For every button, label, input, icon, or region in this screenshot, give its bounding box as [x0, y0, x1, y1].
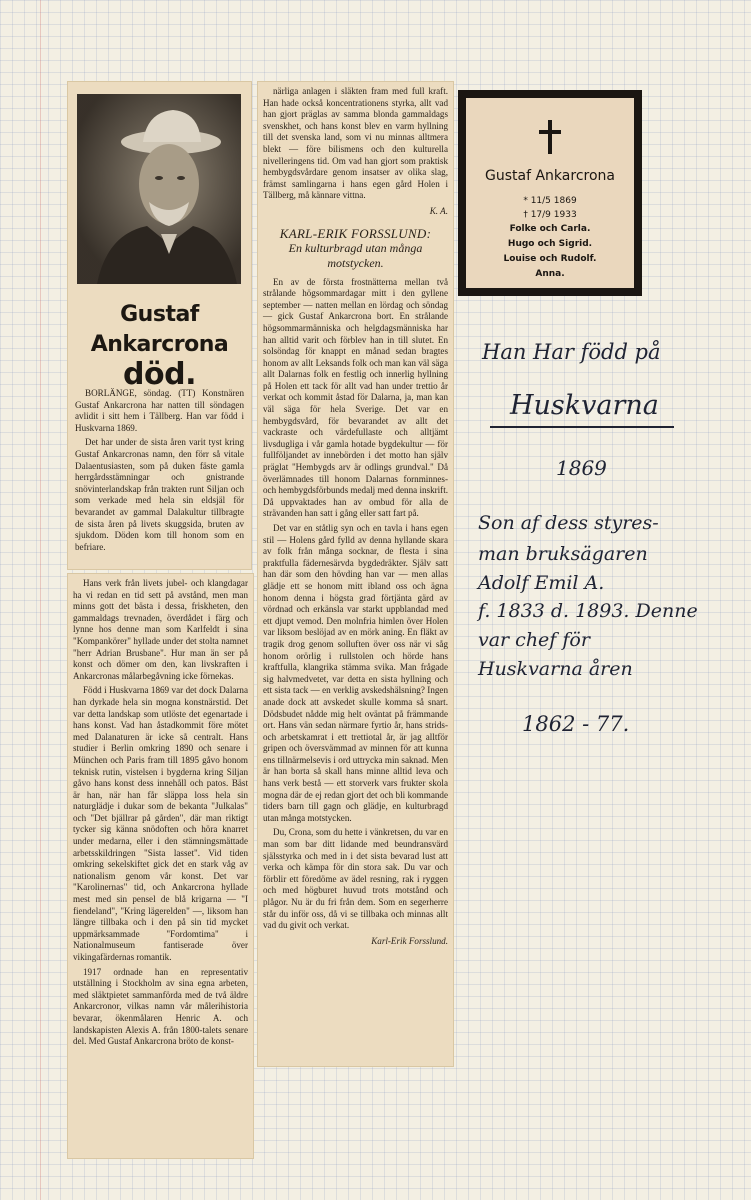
article-title: KARL-ERIK FORSSLUND: — [279, 225, 432, 241]
notice-dates — [466, 194, 634, 222]
notice-born: * 11/5 1869 — [523, 196, 577, 206]
handwritten-line-8: var chef för — [478, 629, 590, 651]
portrait-photo — [77, 94, 241, 284]
headline — [68, 300, 251, 390]
notice-family — [466, 222, 634, 282]
handwritten-line-1: Han Har född på — [482, 340, 661, 364]
article-signature: Karl-Erik Forsslund. — [371, 935, 448, 946]
left-lower-paragraph-3: 1917 ordnade han en representativ utställning i Stockholm av sina egna arbeten, med släktpietet sammanförda med de två äldre Ankarcronor, vilkas namn vår målerihistoria bevarar, ökenmålaren Henric A. och landskapisten Alexis A. från 1800-talets senare del. Med Gustaf Ankarcrona bröto de konst- — [73, 966, 248, 1047]
family-line: Louise och Rudolf. — [503, 254, 597, 264]
left-lower-paragraph-1: Hans verk från livets jubel- och klangdagar ha vi redan en tid sett på avstånd, men man minns gott det bästa i dessa, friskheten, den gammaldags trevnaden, överdådet i färg och lynne hos denne man som Karlfeldt i sina "Kompankörer" hyllade under det stolta namnet "herr Adrian Brusbane". Hur man än ser på konst och dömer om den, kan livskraften i Ankarcronas målarbegåvning icke förnekas. — [73, 578, 248, 681]
death-notice — [458, 90, 642, 296]
handwritten-line-3: 1869 — [556, 456, 607, 480]
mid-top-paragraph: närliga anlagen i släkten fram med full kraft. Han hade också koncentrationens styrka, allt vad han gjort präglas av samma blonda gammaldags svenskhet, och hans konst blev en varm hyllning till det svenska land, som vi nu minnas alltmera blekt — före bilismens och den kulturella nivelleringens tid. Om vad han gjort som praktisk hembygdsvårdare genom insatser av olika slag, främst samlingarna i hans egen gård Holen i Tällberg, må kännare vittna. — [263, 86, 448, 201]
handwritten-line-2: Huskvarna — [510, 390, 659, 421]
portrait-image — [77, 94, 241, 284]
handwritten-line-9: Huskvarna åren — [478, 658, 633, 680]
family-line: Hugo och Sigrid. — [507, 239, 593, 249]
article-body-3: Du, Crona, som du hette i vänkretsen, du var en man som bar ditt lidande med beundransvärd själsstyrka och med in i det sista bevarad lust att verka och kämpa för din stora sak. Du var och förblir ett föredöme av ädel resning, rak i ryggen och med högburet huvud trots motstånd och plågor. Nu är du fri från dem. Som en segerherre står du inför oss, då vi se tillbaka och minnas allt vad du givit och verkat. — [263, 827, 448, 931]
handwritten-line-5: man bruksägaren — [478, 543, 648, 565]
clipping-left-lower — [68, 574, 253, 1158]
handwritten-line-10: 1862 - 77. — [522, 712, 630, 736]
handwritten-line-6: Adolf Emil A. — [478, 572, 605, 594]
clipping-middle-column — [258, 82, 453, 1066]
article-body-2: Det var en ståtlig syn och en tavla i hans egen stil — Holens gård fylld av denna hyllande skara av folk från många socknar, de flesta i sina praktfulla fädernesärvda bygdedräkter. Själv satt han där som den hövding han var — men allas glädje ett se honom mitt ibland oss och ägna honom denna i högsta grad förtjänta gärd av vördnad och erkänsla var starkt uppblandad med ett djupt vemod. Den molnfria himlen över Holen var liksom beslöjad av en mörk aning. En fläkt av tragik drog genom solluften över oss när vi såg honom orörlig i rullstolen och hörde hans kraftfulla, klangrika stämma svika. Man frågade sig halvmedvetet, var detta en sista hyllning och ett sista tack — en verklig avskedshälsning? Ingen anade dock att avskedet skulle komma så snart. Dödsbudet nådde mig helt oväntat på främmande ort. Hans vän sedan närmare fyrtio år, hans strids- och arbetskamrat i ett trettiotal år, är jag alltför gripen och översvämmad av minnen för att kunna ens tillnärmelsevis i ord uttrycka min saknad. Men är han borta så skall hans minne alltid leva och hans verk bestå — ett storverk vars frukter skola mogna där de ej redan gjort det och bli kommande tiders barn till gagn och glädje, en kulturbragd utan många motstycken. — [263, 523, 448, 823]
article-body-1: En av de första frostnätterna mellan två strålande högsommardagar mitt i den gyllene september — natten mellan en lördag och söndag — gick Gustaf Ankarcrona bort. En strålande högsommarmänniska och helgdagsmänniska har han alltid varit och förblev han in till slutet. En solsöndag för knappt en månad sedan bragtes honom av allt Leksands folk och man kan väl säga allt Dalarnas folk en festlig och innerlig hyllning på Holen ett tack för allt vad han under trettio år verkat och kommit åstad för Dalarna, ja, man kan väl säga för hela Sverige. Det var en hembygdsvård, för bevarandet av allt det vackraste och värdefullaste och alltjämt livsdugliga i vår gamla hotade bygdekultur — för fullföljandet av innebörden i det motto han själv präglat "Hembygds arv är odlings grundval." Då överlämnades till honom Dalarnas fornminnes- och hembygdsförbunds medalj med denna inskrift. Då uppvaktades han av ombud för alla de strävanden han satt i gång eller satt fart på. — [263, 276, 448, 519]
headline-name: Gustaf Ankarcrona — [90, 302, 229, 357]
cross-icon-bar — [539, 130, 561, 134]
intro-paragraph-2: Det har under de sista åren varit tyst kring Gustaf Ankarcronas namn, den förr så vitale Dalaentusiasten, som på duken fäste gamla herrgårdsstämningar och gnistrande snövinterlandskap från trakten runt Siljan och som verkade med hela sin eldsjäl för bevarandet av gammal Dalakultur tillbragte de sista åren på livets skuggsida, bruten av sjukdom. Döden kom till honom som en befriare. — [75, 437, 244, 552]
headline-dead: död. — [123, 357, 196, 392]
cross-icon — [548, 120, 552, 154]
family-line: Anna. — [535, 269, 565, 279]
handwritten-underline — [490, 426, 674, 428]
handwritten-line-7: f. 1833 d. 1893. Denne — [478, 600, 698, 622]
article-subtitle: En kulturbragd utan många motstycken. — [288, 240, 423, 270]
intro-paragraph: BORLÄNGE, söndag. (TT) Konstnären Gustaf Ankarcrona har natten till söndagen avlidit i sitt hem i Tällberg. Han var född i Huskvarna 1869. — [75, 388, 244, 433]
page-margin-line — [40, 0, 41, 1200]
mid-top-signature: K. A. — [429, 205, 448, 216]
family-line: Folke och Carla. — [509, 224, 591, 234]
handwritten-line-4: Son af dess styres- — [478, 512, 659, 534]
article-heading — [267, 226, 444, 271]
clipping-obituary-top — [68, 82, 251, 569]
notice-name: Gustaf Ankarcrona — [485, 168, 615, 184]
notice-died: † 17/9 1933 — [523, 210, 577, 220]
left-lower-paragraph-2: Född i Huskvarna 1869 var det dock Dalarna han dyrkade hela sin mogna konstnärstid. Det var detta landskap som utlöste det egenartade i hans konst. Vad han åstadkommit före mötet med Dalanaturen är icke så centralt. Hans studier i Berlin omkring 1890 och senare i München och Paris fram till 1895 gåvo honom teknisk rutin, vistelsen i bygderna kring Siljan gåvo hans konst dess innehåll och patos. Bäst är han, när han får släppa loss hela sin naturglädje i dukar som de bekanta "Julkalas" och "Det bjällrar på gården", där man riktigt tycker sig känna snödoften och höra knarret under medarna, eller i den stämningsmättade arbetsskildringen "Sista lasset". Vid tiden omkring sekelskiftet gick det en stark våg av nationalism genom vår konst. Det var "Karolinernas" tid, och Ankarcrona hyllade mest med sin pensel de blå krigarna — "I fiendeland", "Kring lägerelden" —, liksom han längre tillbaka och i den på sin tid mycket uppmärksammade "Fordomtima" i Nationalmuseum fantiserade över vikingafärdernas romantik. — [73, 685, 248, 962]
intro-text — [70, 384, 249, 560]
